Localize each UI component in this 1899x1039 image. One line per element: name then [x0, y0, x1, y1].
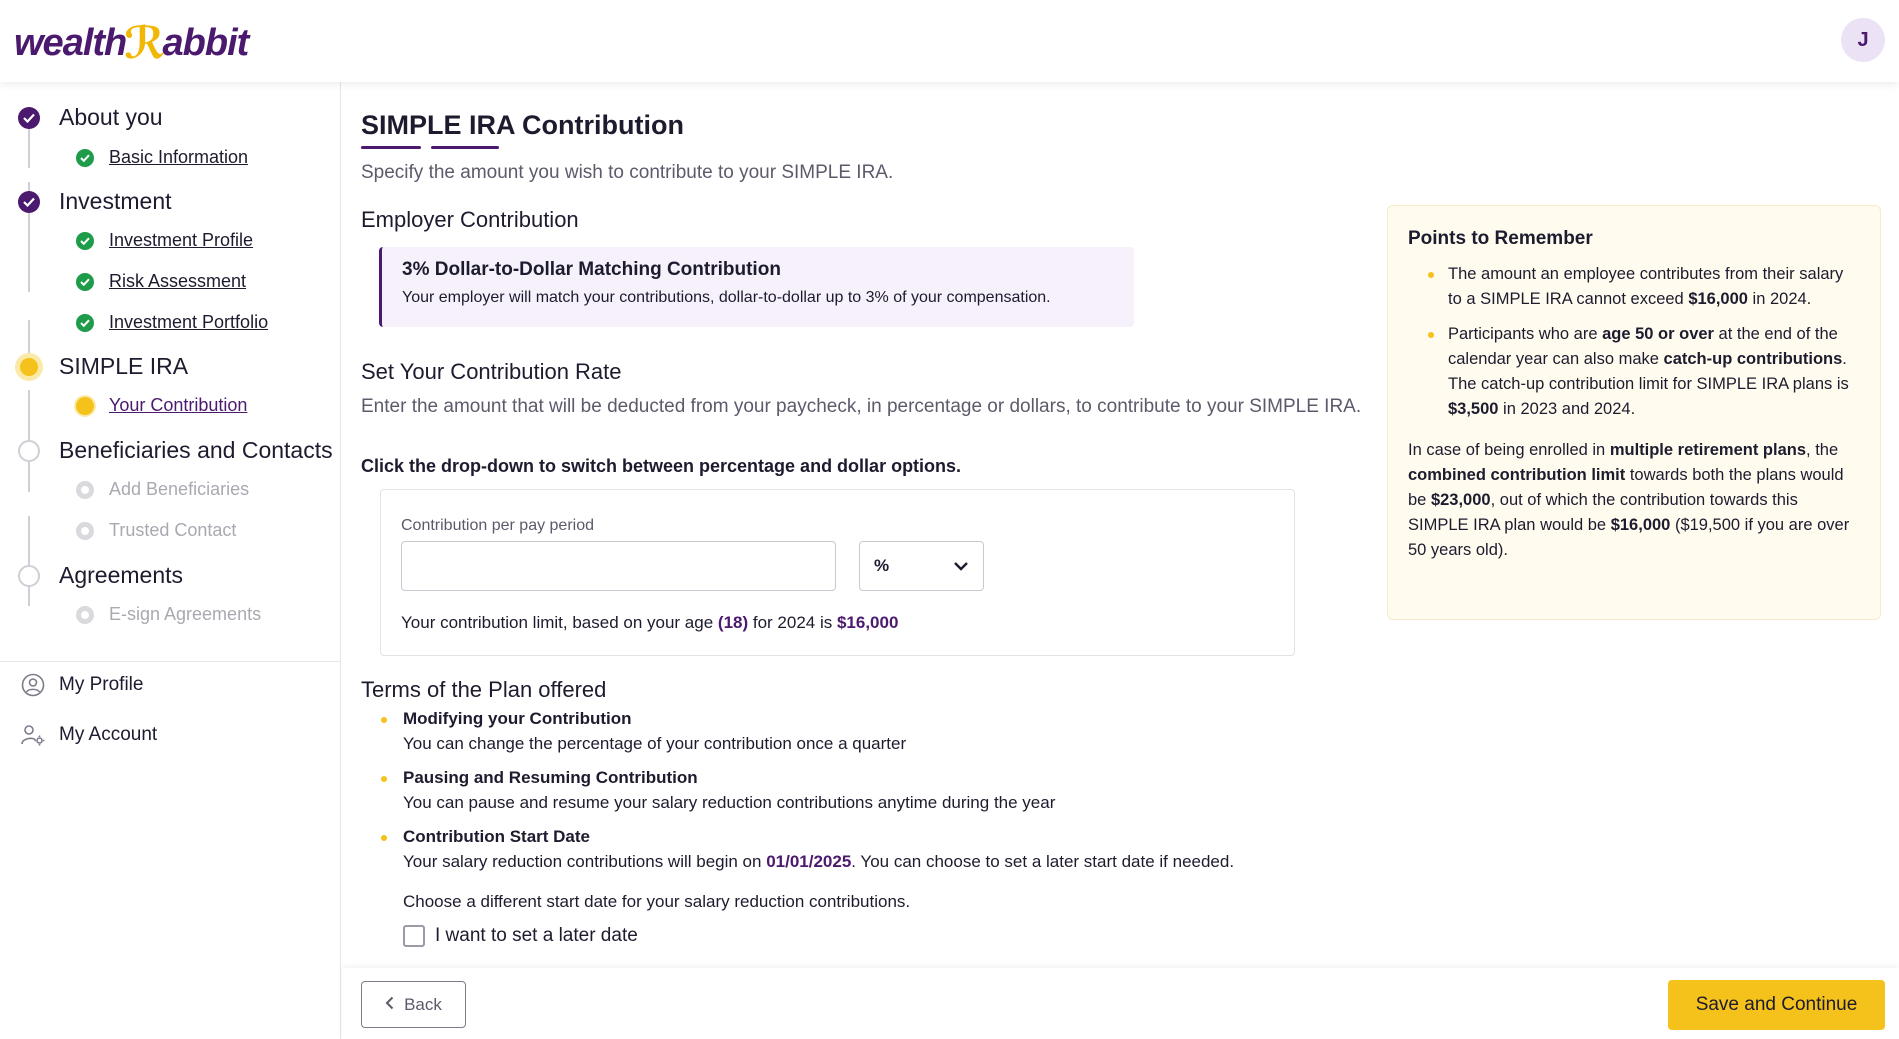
sub-step-label: Trusted Contact: [109, 520, 237, 540]
sub-step-label[interactable]: Basic Information: [109, 147, 249, 167]
matching-description: Your employer will match your contributions, dollar-to-dollar up to 3% of your compensation.: [402, 289, 1051, 306]
point-text: towards both the plans would be: [1408, 466, 1844, 509]
point-text: in 2023 and 2024.: [1498, 400, 1636, 418]
footer-bar: [342, 968, 1899, 1039]
empty-circle-icon: [18, 440, 40, 462]
terms-heading: Terms of the Plan offered: [361, 677, 607, 702]
sub-step-risk-assessment[interactable]: [76, 271, 246, 292]
back-button[interactable]: [361, 981, 466, 1028]
contribution-rate-description: Enter the amount that will be deducted from your paycheck, in percentage or dollars, to contribute to your SIMPLE IRA.: [361, 396, 1362, 417]
my-account-label: My Account: [59, 724, 158, 745]
step-about-you[interactable]: [18, 104, 163, 131]
limit-age: (18): [717, 613, 749, 632]
logo-text-wealth: wealth: [14, 22, 127, 64]
list-item: [379, 827, 1379, 872]
point-highlight: $16,000: [1610, 516, 1671, 534]
step-title: Agreements: [59, 562, 184, 588]
term-description: You can change the percentage of your contribution once a quarter: [403, 734, 907, 753]
sub-step-basic-information[interactable]: [76, 147, 248, 168]
user-settings-icon: [20, 722, 46, 748]
unit-selected-value: %: [874, 556, 890, 575]
title-underline: [361, 146, 421, 149]
contribution-amount-input[interactable]: [401, 541, 836, 591]
empty-circle-icon: [76, 481, 94, 499]
sub-step-your-contribution[interactable]: [76, 395, 247, 416]
dropdown-hint: Click the drop-down to switch between percentage and dollar options.: [361, 456, 962, 476]
sub-step-add-beneficiaries: [76, 479, 249, 500]
terms-list: [379, 709, 1379, 886]
step-title: Investment: [59, 188, 172, 214]
contribution-rate-heading: Set Your Contribution Rate: [361, 359, 622, 384]
step-title: SIMPLE IRA: [59, 353, 189, 379]
point-highlight: $16,000: [1688, 290, 1748, 308]
sub-step-label: Add Beneficiaries: [109, 479, 250, 499]
point-text: . The catch-up contribution limit for SIMPLE IRA plans is: [1448, 350, 1849, 393]
sub-step-label[interactable]: Risk Assessment: [109, 271, 247, 291]
my-profile-link[interactable]: [20, 672, 143, 698]
page-title: SIMPLE IRA Contribution: [361, 110, 684, 140]
choose-start-date-text: Choose a different start date for your salary reduction contributions.: [403, 892, 911, 911]
limit-mid: for 2024 is: [748, 613, 837, 632]
point-highlight: $3,500: [1448, 400, 1499, 418]
empty-circle-icon: [76, 606, 94, 624]
chevron-down-icon: [953, 556, 969, 576]
page-subtitle: Specify the amount you wish to contribute to your SIMPLE IRA.: [361, 162, 894, 183]
points-to-remember-panel: [1387, 205, 1881, 620]
point-text: at the end of the calendar year can also make: [1448, 325, 1838, 368]
point-highlight: combined contribution limit: [1408, 466, 1626, 484]
main-content: [342, 82, 1899, 1039]
logo-text-abbit: abbit: [162, 22, 249, 64]
start-prefix: Your salary reduction contributions will begin on: [403, 852, 767, 871]
empty-circle-icon: [18, 565, 40, 587]
sub-step-label[interactable]: Investment Portfolio: [109, 312, 269, 332]
start-date: 01/01/2025: [766, 852, 852, 871]
matching-title: 3% Dollar-to-Dollar Matching Contribution: [402, 259, 781, 280]
list-item: [1408, 322, 1860, 422]
limit-amount: $16,000: [836, 613, 899, 632]
term-description: You can pause and resume your salary reduction contributions anytime during the year: [403, 793, 1056, 812]
later-date-option[interactable]: [403, 925, 638, 947]
user-avatar[interactable]: J: [1841, 18, 1885, 62]
list-item: [379, 768, 1379, 813]
employer-contribution-heading: Employer Contribution: [361, 207, 579, 232]
point-text: The amount an employee contributes from their salary to a SIMPLE IRA cannot exceed: [1448, 265, 1844, 308]
term-title: Contribution Start Date: [403, 827, 590, 846]
point-text: Participants who are: [1448, 325, 1603, 343]
check-circle-icon: [76, 232, 94, 250]
later-date-checkbox[interactable]: [403, 925, 425, 947]
sub-step-trusted-contact: [76, 520, 236, 541]
step-agreements[interactable]: [18, 562, 183, 589]
term-description: [403, 852, 1379, 872]
sub-step-label[interactable]: Investment Profile: [109, 230, 254, 250]
point-text: , the: [1806, 441, 1839, 459]
term-title: Pausing and Resuming Contribution: [403, 768, 698, 787]
back-label: Back: [404, 994, 442, 1014]
empty-circle-icon: [76, 522, 94, 540]
contribution-card: [380, 489, 1295, 656]
contribution-field-label: Contribution per pay period: [401, 517, 595, 534]
list-item: [1408, 262, 1860, 312]
chevron-left-icon: [385, 994, 394, 1015]
point-text: ($19,500 if you are over 50 years old).: [1408, 516, 1850, 559]
check-circle-icon: [76, 273, 94, 291]
point-highlight: multiple retirement plans: [1609, 441, 1807, 459]
sub-step-label: E-sign Agreements: [109, 604, 262, 624]
save-and-continue-button[interactable]: Save and Continue: [1668, 980, 1885, 1030]
limit-prefix: Your contribution limit, based on your age: [401, 613, 718, 632]
active-step-icon: [76, 397, 94, 415]
wealthrabbit-logo[interactable]: [14, 18, 248, 69]
step-simple-ira[interactable]: [18, 353, 188, 380]
active-step-icon: [20, 358, 38, 376]
points-paragraph: [1408, 438, 1860, 563]
check-circle-icon: [18, 107, 40, 129]
start-suffix: . You can choose to set a later start date if needed.: [851, 852, 1235, 871]
point-text: in 2024.: [1747, 290, 1812, 308]
check-circle-icon: [76, 314, 94, 332]
sub-step-e-sign-agreements: [76, 604, 261, 625]
point-text: In case of being enrolled in: [1408, 441, 1610, 459]
my-account-link[interactable]: [20, 722, 157, 748]
term-title: Modifying your Contribution: [403, 709, 632, 728]
step-investment[interactable]: [18, 188, 172, 215]
rabbit-logo-icon: ℛ: [124, 19, 165, 68]
my-profile-label: My Profile: [59, 674, 144, 695]
step-beneficiaries-and-contacts[interactable]: [18, 437, 333, 464]
later-date-label[interactable]: I want to set a later date: [435, 925, 638, 946]
point-highlight: age 50 or over: [1602, 325, 1714, 343]
point-highlight: catch-up contributions: [1663, 350, 1843, 368]
user-circle-icon: [20, 672, 46, 698]
check-circle-icon: [18, 191, 40, 213]
sub-step-label[interactable]: Your Contribution: [109, 395, 248, 415]
contribution-unit-select[interactable]: [859, 541, 984, 591]
title-underline: [431, 146, 499, 149]
progress-sidebar: [0, 82, 341, 1039]
points-title: Points to Remember: [1408, 228, 1593, 249]
contribution-limit-text: [401, 613, 898, 633]
step-title: About you: [59, 104, 163, 130]
list-item: [379, 709, 1379, 754]
point-highlight: $23,000: [1430, 491, 1491, 509]
check-circle-icon: [76, 149, 94, 167]
sub-step-investment-portfolio[interactable]: [76, 312, 268, 333]
matching-contribution-card: [379, 247, 1134, 327]
point-text: , out of which the contribution towards this SIMPLE IRA plan would be: [1408, 491, 1798, 534]
sub-step-investment-profile[interactable]: [76, 230, 253, 251]
top-header: [0, 0, 1899, 82]
sidebar-divider: [0, 661, 340, 662]
step-title: Beneficiaries and Contacts: [59, 437, 333, 463]
step-connector: [28, 516, 30, 606]
points-list: [1408, 262, 1860, 422]
